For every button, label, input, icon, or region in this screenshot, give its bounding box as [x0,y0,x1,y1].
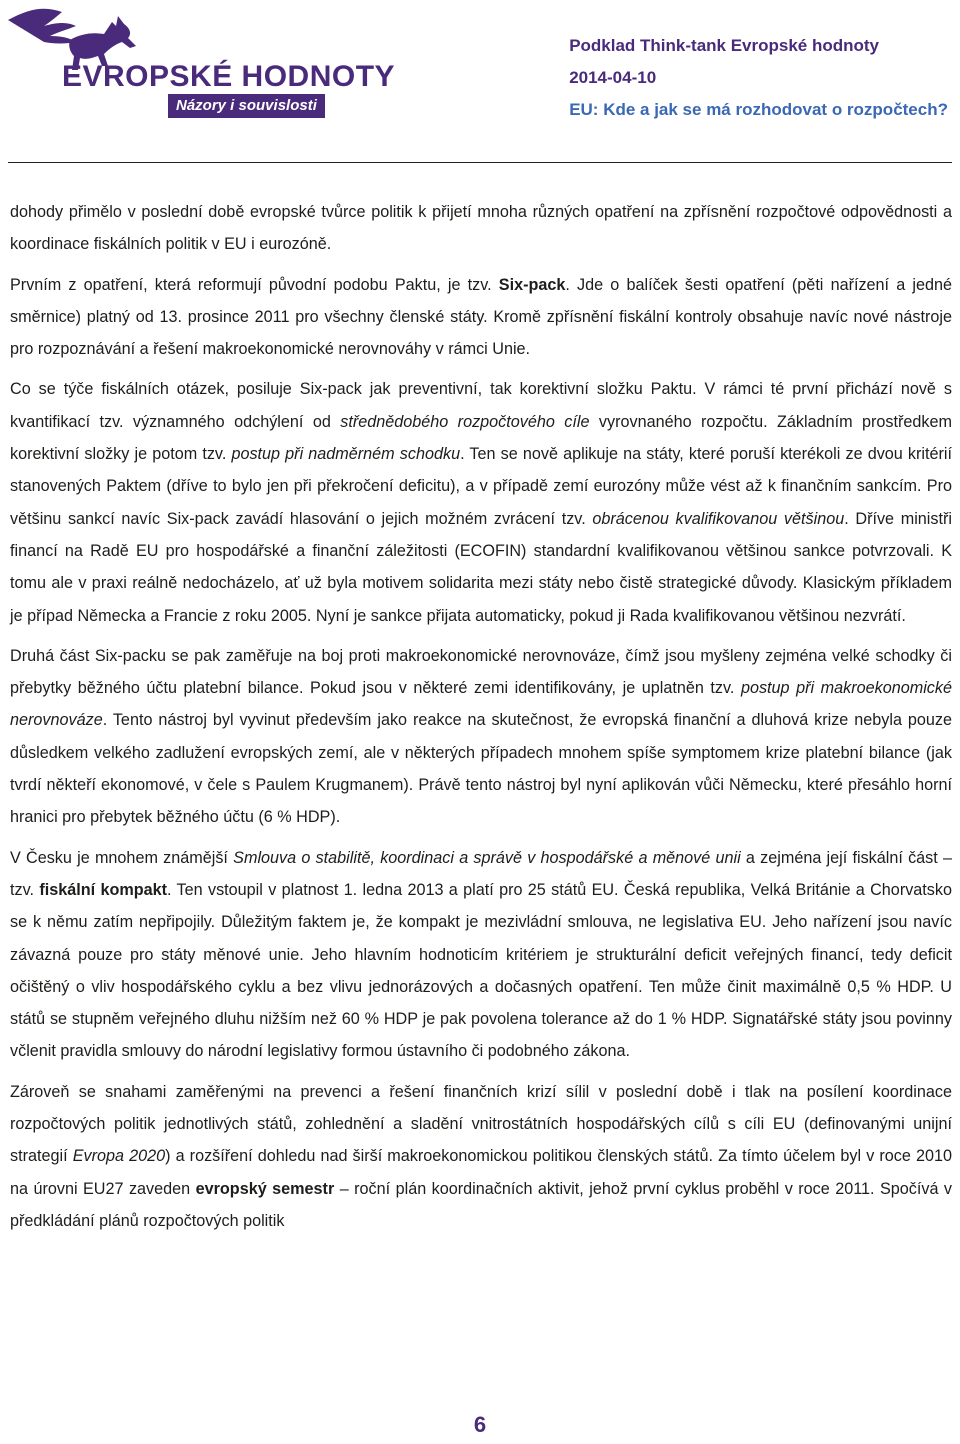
header-divider [8,162,952,163]
term-mtbo: střednědobého rozpočtového cíle [340,412,590,431]
text-run: Zároveň se snahami zaměřenými na prevenci a řešení finančních krizí sílil v poslední době i tlak na posílení koordinace rozpočtových politik jednotlivých států, zohlednění a sladění vnitrostátních hospodářských cílů s cíli EU (definovanými unijní strategií [10,1082,952,1166]
text-run: Co se týče fiskálních otázek, posiluje Six-pack jak preventivní, tak korektivní složku Paktu. V rámci té první přichází nově s kvantifikací tzv. významného odchýlení od [10,380,952,431]
term-european-semester: evropský semestr [195,1179,335,1198]
page-header [0,0,960,150]
term-excessive-deficit-procedure: postup při nadměrném schodku [231,445,461,464]
paragraph-2 [10,269,952,366]
paragraph-6 [10,1076,952,1237]
term-europe-2020: Evropa 2020 [72,1147,166,1166]
text-run: vyrovnaného rozpočtu. Základním prostředkem korektivní složky je potom tzv. [10,412,952,464]
document-source: Podklad Think-tank Evropské hodnoty [569,36,880,55]
document-body [10,196,952,1237]
text-run: a zejména její fiskální část – tzv. [10,848,952,899]
paragraph-5 [10,842,952,1068]
text-run: Prvním z opatření, která reformují původní podobu Paktu, je tzv. [10,275,499,294]
brand-logo [0,0,396,125]
text-run: V Česku je mnohem známější [10,848,234,867]
term-reverse-qualified-majority: obrácenou kvalifikovanou většinou [592,509,845,528]
text-run: . Jde o balíček šesti opatření (pěti nařízení a jedné směrnice) platný od 13. prosince 2011 pro všechny členské státy. Kromě zpřísnění fiskální kontroly obsahuje navíc nové nástroje pro rozpoznávání a řešení makroekonomické nerovnováhy v rámci Unie. [10,275,952,359]
document-date: 2014-04-10 [569,68,657,87]
text-run: . Ten vstoupil v platnost 1. ledna 2013 a platí pro 25 států EU. Česká republika, Velká Británie a Chorvatsko se k němu zatím nepřipojily. Důležitým faktem je, že kompakt je mezivládní smlouva, ne legislativa EU. Jeho nařízení jsou navíc závazná pouze pro státy měnové unie. Jeho hlavním hodnoticím kritériem je strukturální deficit veřejných financí, tedy deficit očištěný o vliv hospodářského cyklu a bez vlivu jednorázových a dočasných opatření. Ten může činit maximálně 0,5 % HDP. U států se stupněm veřejného dluhu nižším než 60 % HDP je pak povolena tolerance až do 1 % HDP. Signatářské státy jsou povinny včlenit pravidla smlouvy do národní legislativy formou ústavního či podobného zákona. [10,880,952,1061]
text-run: . Dříve ministři financí na Radě EU pro hospodářské a finanční záležitosti (ECOFIN) standardní kvalifikovanou většinou sankce potvrzovali. K tomu ale v praxi reálně nedocházelo, ať už byla motivem solidarita mezi státy nebo čistě strategické důvody. Klasickým příkladem je případ Německa a Francie z roku 2005. Nyní je sankce přijata automaticky, pokud ji Rada kvalifikovanou většinou nezvrátí. [10,509,952,625]
text-run: Druhá část Six-packu se pak zaměřuje na boj proti makroekonomické nerovnováze, čímž jsou myšleny zejména velké schodky či přebytky běžného účtu platební bilance. Pokud jsou v některé zemi identifikovány, je uplatněn tzv. [10,646,952,698]
text-run: – roční plán koordinačních aktivit, jehož první cyklus proběhl v roce 2011. Spočívá v předkládání plánů rozpočtových politik [10,1179,952,1230]
text-run: . Tento nástroj byl vyvinut především jako reakce na skutečnost, že evropská finanční a dluhová krize nebyla pouze důsledkem velkého zadlužení evropských zemí, ale v některých případech mnohem spíše symptomem krize platební bilance (jak tvrdí někteří ekonomové, v čele s Paulem Krugmanem). Právě tento nástroj byl nyní aplikován vůči Německu, které přesáhlo horní hranici pro přebytek běžného účtu (6 % HDP). [10,711,952,827]
paragraph-1-text: dohody přimělo v poslední době evropské tvůrce politik k přijetí mnoha různých opatření na zpřísnění rozpočtové odpovědnosti a koordinace fiskálních politik v EU i eurozóně. [10,203,952,254]
brand-tagline: Názory i souvislosti [168,94,325,118]
document-topic: EU: Kde a jak se má rozhodovat o rozpočtech? [569,100,948,119]
document-meta [569,30,948,126]
term-stability-treaty: Smlouva o stabilitě, koordinaci a správě v hospodářské a měnové unii [233,848,741,867]
paragraph-1 [10,196,952,261]
term-fiscal-compact: fiskální kompakt [39,880,168,899]
paragraph-4 [10,640,952,834]
brand-title: EVROPSKÉ HODNOTY [62,60,396,93]
text-run: . Ten se nově aplikuje na státy, které poruší kterékoli ze dvou kritérií stanovených Paktem (dříve to bylo jen při překročení deficitu), a v případě zemí eurozóny může vést až k finančním sankcím. Pro většinu sankcí navíc Six-pack zavádí hlasování o jejich možném zvrácení tzv. [10,445,952,528]
term-macroeconomic-imbalance-procedure: postup při makroekonomické nerovnováze [10,679,953,730]
page-number: 6 [473,1412,487,1437]
paragraph-3 [10,373,952,631]
term-six-pack: Six-pack [498,275,566,294]
text-run: ) a rozšíření dohledu nad širší makroekonomickou politikou členských států. Za tímto účelem byl v roce 2010 na úrovni EU27 zaveden [10,1147,952,1198]
